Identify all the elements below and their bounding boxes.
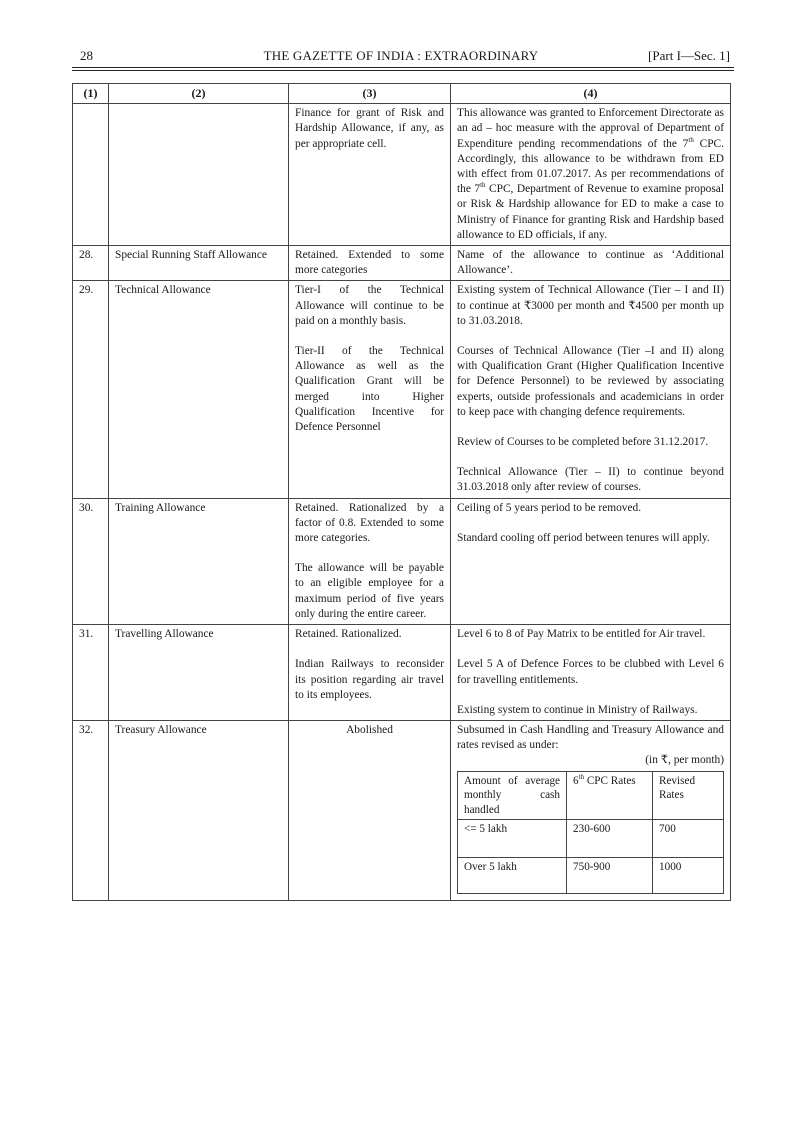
recommendation: Retained. Rationalized. Indian Railways to reconsider its position regarding air travel to its employees. <box>289 625 451 721</box>
decision: Subsumed in Cash Handling and Treasury Allowance and rates revised as under: (in ₹, per month) Amount of average monthly cash handled 6th CPC Rates Revised Rates <= 5 lakh 230-600 700 Over 5 lakh 750-900 1000 <box>451 720 731 900</box>
part-section: [Part I—Sec. 1] <box>648 48 730 63</box>
table-row-32 <box>73 720 731 900</box>
header-rule-top <box>72 67 734 68</box>
allowance-name: Technical Allowance <box>109 281 289 498</box>
allowance-name: Training Allowance <box>109 498 289 624</box>
inner-header-amount: Amount of average monthly cash handled <box>458 771 567 820</box>
recommendation: Retained. Extended to some more categories <box>289 246 451 281</box>
recommendation: Tier-I of the Technical Allowance will continue to be paid on a monthly basis. Tier-II of the Technical Allowance as well as the Qualification Grant will be merged into Higher Qualification Incentive for Defence Personnel <box>289 281 451 498</box>
table-row-28 <box>73 246 731 281</box>
row-number: 28. <box>73 246 109 281</box>
row-number: 30. <box>73 498 109 624</box>
column-header-2: (2) <box>109 84 289 104</box>
decision: Existing system of Technical Allowance (Tier – I and II) to continue at ₹3000 per month and ₹4500 per month up to 31.03.2018. Courses of Technical Allowance (Tier –I and II) along with Qualification Grant (Higher Qualification Incentive for Defence Personnel) to be reviewed by associating experts, outside professionals and academicians in order to keep pace with changing defence requirements. Review of Courses to be completed before 31.12.2017. Technical Allowance (Tier – II) to continue beyond 31.03.2018 only after review of courses. <box>451 281 731 498</box>
table-row-31 <box>73 625 731 721</box>
table-row-29 <box>73 281 731 498</box>
inner-header-row <box>458 771 724 820</box>
allowance-table <box>72 83 731 901</box>
column-header-1: (1) <box>73 84 109 104</box>
decision: Level 6 to 8 of Pay Matrix to be entitled for Air travel. Level 5 A of Defence Forces to be clubbed with Level 6 for travelling entitlements. Existing system to continue in Ministry of Railways. <box>451 625 731 721</box>
allowance-name: Special Running Staff Allowance <box>109 246 289 281</box>
page-header <box>72 48 730 66</box>
row-number: 31. <box>73 625 109 721</box>
inner-header-revised: Revised Rates <box>653 771 724 820</box>
table-row-continued <box>73 104 731 246</box>
decision: Ceiling of 5 years period to be removed. Standard cooling off period between tenures will apply. <box>451 498 731 624</box>
page-number: 28 <box>80 48 93 63</box>
table-row: Over 5 lakh 750-900 1000 <box>458 858 724 894</box>
row-number: 32. <box>73 720 109 900</box>
allowance-name: Treasury Allowance <box>109 720 289 900</box>
table-row-30 <box>73 498 731 624</box>
decision: Name of the allowance to continue as ‘Additional Allowance’. <box>451 246 731 281</box>
recommendation: Retained. Rationalized by a factor of 0.8. Extended to some more categories. The allowance will be payable to an eligible employee for a maximum period of five years only during the entire career. <box>289 498 451 624</box>
continued-col3: Finance for grant of Risk and Hardship Allowance, if any, as per appropriate cell. <box>289 104 451 246</box>
recommendation: Abolished <box>289 720 451 900</box>
gazette-title: THE GAZETTE OF INDIA : EXTRAORDINARY <box>263 48 539 63</box>
inner-header-6th-cpc: 6th CPC Rates <box>567 771 653 820</box>
column-header-4: (4) <box>451 84 731 104</box>
column-header-3: (3) <box>289 84 451 104</box>
row-number: 29. <box>73 281 109 498</box>
table-header-row <box>73 84 731 104</box>
treasury-rates-table <box>457 771 724 895</box>
allowance-name: Travelling Allowance <box>109 625 289 721</box>
header-rule-bottom <box>72 70 734 71</box>
rate-unit-note: (in ₹, per month) <box>645 754 724 767</box>
table-row: <= 5 lakh 230-600 700 <box>458 820 724 858</box>
continued-col4: This allowance was granted to Enforcement Directorate as an ad – hoc measure with the approval of Department of Expenditure pending recommendations of the 7th CPC. Accordingly, this allowance to be withdrawn from ED with effect from 01.07.2017. As per recommendations of the 7th CPC, Department of Revenue to examine proposal or Risk & Hardship allowance for ED to make a case to Ministry of Finance for granting Risk and Hardship based allowance to ED officials, if any. <box>451 104 731 246</box>
